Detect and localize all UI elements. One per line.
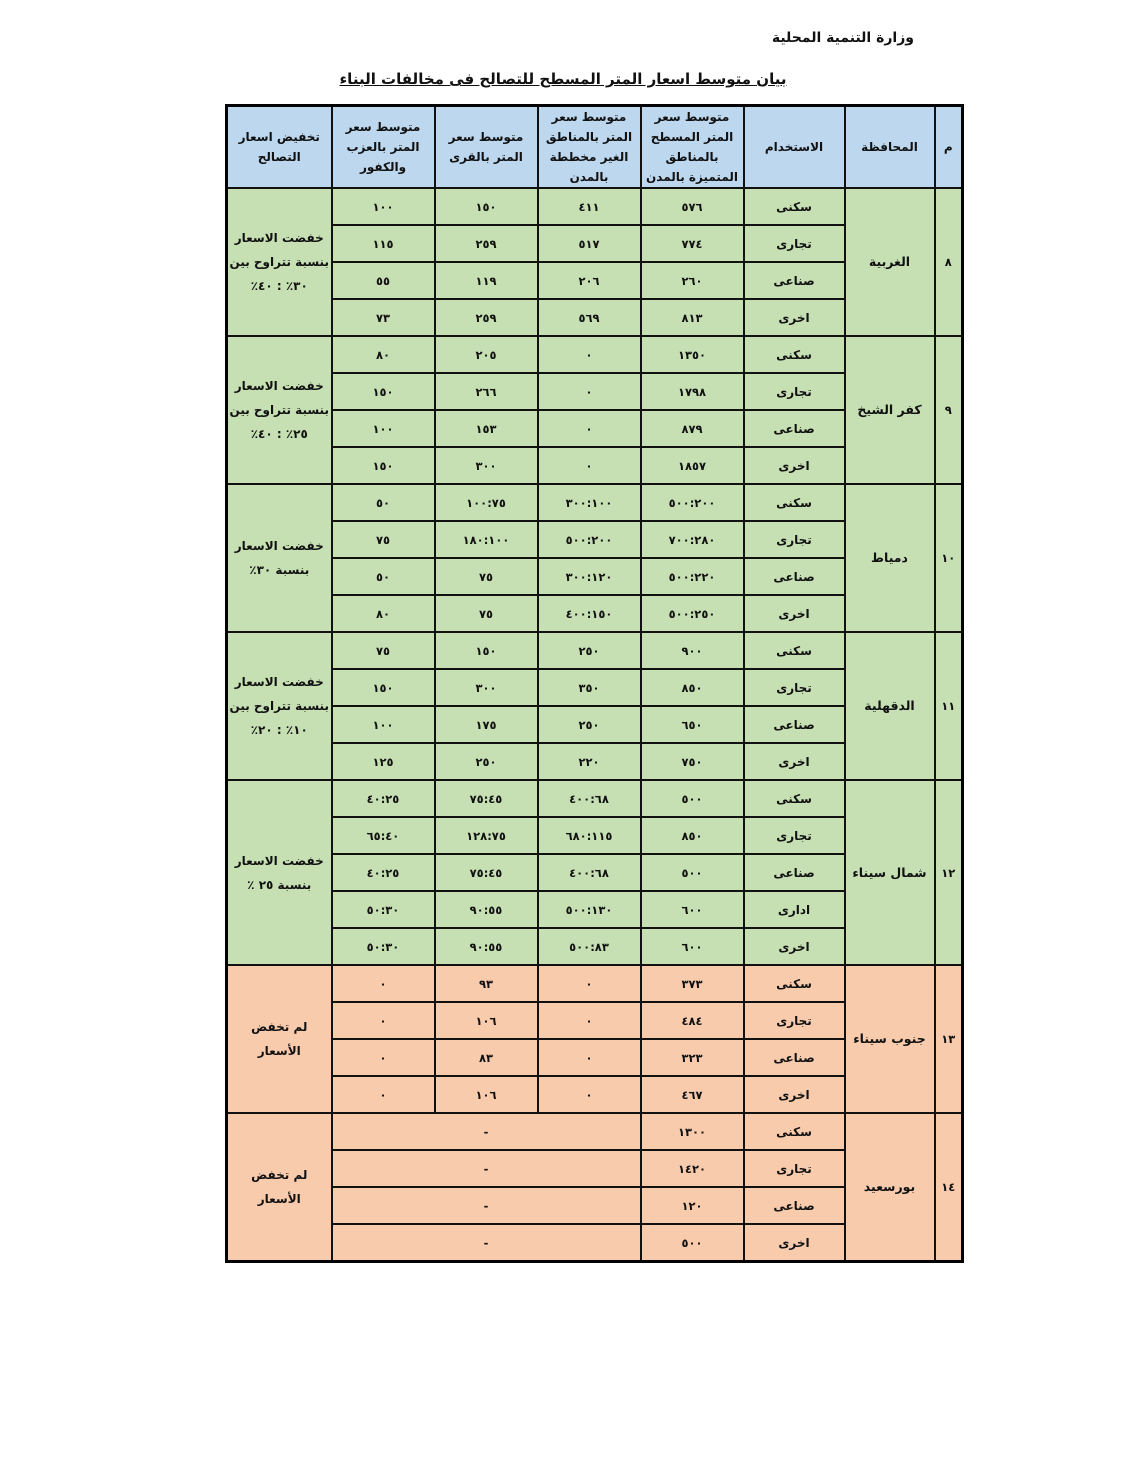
col-unplanned: متوسط سعر المتر بالمناطق الغير مخططة بالمدن <box>538 106 641 189</box>
use-type: اخرى <box>744 1224 845 1262</box>
governorate-name: الدقهلية <box>845 632 935 780</box>
price-hamlets: ٧٥ <box>332 521 435 558</box>
price-unplanned: ٣٠٠:١٢٠ <box>538 558 641 595</box>
price-hamlets: ١٠٠ <box>332 188 435 225</box>
price-villages: ١١٩ <box>435 262 538 299</box>
price-prime: ٥٧٦ <box>641 188 744 225</box>
price-villages: ٣٠٠ <box>435 447 538 484</box>
price-hamlets: ٠ <box>332 1076 435 1113</box>
price-hamlets: ٠ <box>332 1039 435 1076</box>
price-villages: ٢٥٩ <box>435 299 538 336</box>
governorate-name: الغربية <box>845 188 935 336</box>
price-hamlets: ٧٥ <box>332 632 435 669</box>
use-type: تجارى <box>744 1150 845 1187</box>
price-villages: ١٥٠ <box>435 632 538 669</box>
price-prime: ١٨٥٧ <box>641 447 744 484</box>
ministry-name: وزارة التنمية المحلية <box>771 30 914 46</box>
use-type: تجارى <box>744 669 845 706</box>
price-villages: ٧٥:٤٥ <box>435 780 538 817</box>
price-villages: ٨٣ <box>435 1039 538 1076</box>
table-row <box>227 484 963 521</box>
use-type: صناعى <box>744 706 845 743</box>
price-prime: ٩٠٠ <box>641 632 744 669</box>
price-hamlets: ٤٠:٢٥ <box>332 780 435 817</box>
governorate-name: دمياط <box>845 484 935 632</box>
governorate-name: بورسعيد <box>845 1113 935 1262</box>
row-number: ١٠ <box>935 484 963 632</box>
use-type: سكنى <box>744 484 845 521</box>
price-villages: ١٠٦ <box>435 1002 538 1039</box>
use-type: سكنى <box>744 632 845 669</box>
use-type: سكنى <box>744 780 845 817</box>
row-number: ١٣ <box>935 965 963 1113</box>
col-use: الاستخدام <box>744 106 845 189</box>
use-type: سكنى <box>744 188 845 225</box>
price-unplanned: ٠ <box>538 1076 641 1113</box>
price-prime: ١٤٢٠ <box>641 1150 744 1187</box>
use-type: تجارى <box>744 1002 845 1039</box>
price-unplanned: ٣٥٠ <box>538 669 641 706</box>
reduction-note: خفضت الاسعار بنسبة تتراوح بين ٢٥٪ : ٤٠٪ <box>227 336 332 484</box>
price-hamlets: ٤٠:٢٥ <box>332 854 435 891</box>
use-type: تجارى <box>744 373 845 410</box>
col-reduction: تخفيض اسعار التصالح <box>227 106 332 189</box>
price-hamlets: ٥٠ <box>332 558 435 595</box>
reduction-note: خفضت الاسعار بنسبة تتراوح بين ١٠٪ : ٢٠٪ <box>227 632 332 780</box>
price-prime: ٨٥٠ <box>641 669 744 706</box>
col-num: م <box>935 106 963 189</box>
use-type: ادارى <box>744 891 845 928</box>
table-row <box>227 965 963 1002</box>
price-prime: ١٧٩٨ <box>641 373 744 410</box>
price-prime: ٧٠٠:٢٨٠ <box>641 521 744 558</box>
price-unplanned: ٢٠٦ <box>538 262 641 299</box>
page-title: بيان متوسط اسعار المتر المسطح للتصالح فى مخالفات البناء <box>339 70 787 88</box>
col-governorate: المحافظة <box>845 106 935 189</box>
price-hamlets: ١٥٠ <box>332 669 435 706</box>
price-unplanned: ٢٢٠ <box>538 743 641 780</box>
price-villages: ١٧٥ <box>435 706 538 743</box>
row-number: ٩ <box>935 336 963 484</box>
price-hamlets: ٨٠ <box>332 595 435 632</box>
price-prime: ٦٠٠ <box>641 891 744 928</box>
use-type: صناعى <box>744 854 845 891</box>
use-type: صناعى <box>744 1187 845 1224</box>
price-unplanned: ٥٠٠:٢٠٠ <box>538 521 641 558</box>
price-unplanned: ٤١١ <box>538 188 641 225</box>
row-number: ١٢ <box>935 780 963 965</box>
price-hamlets: ٥٠ <box>332 484 435 521</box>
price-villages: ٢٥٩ <box>435 225 538 262</box>
price-unplanned: ٠ <box>538 336 641 373</box>
price-villages: ٢٠٥ <box>435 336 538 373</box>
price-prime: ٥٠٠ <box>641 1224 744 1262</box>
col-hamlets: متوسط سعر المتر بالعزب والكفور <box>332 106 435 189</box>
price-villages: ٧٥ <box>435 558 538 595</box>
price-prime: ٨١٣ <box>641 299 744 336</box>
use-type: تجارى <box>744 225 845 262</box>
price-prime: ٥٠٠:٢٥٠ <box>641 595 744 632</box>
price-merged: - <box>332 1150 641 1187</box>
use-type: اخرى <box>744 743 845 780</box>
price-unplanned: ٢٥٠ <box>538 706 641 743</box>
governorate-name: شمال سيناء <box>845 780 935 965</box>
use-type: اخرى <box>744 1076 845 1113</box>
use-type: سكنى <box>744 1113 845 1150</box>
price-unplanned: ٥١٧ <box>538 225 641 262</box>
price-hamlets: ١١٥ <box>332 225 435 262</box>
price-hamlets: ٦٥:٤٠ <box>332 817 435 854</box>
table-row <box>227 780 963 817</box>
price-hamlets: ١٥٠ <box>332 447 435 484</box>
price-hamlets: ١٢٥ <box>332 743 435 780</box>
price-villages: ١٥٣ <box>435 410 538 447</box>
col-prime: متوسط سعر المتر المسطح بالمناطق المتميزة بالمدن <box>641 106 744 189</box>
price-unplanned: ٠ <box>538 373 641 410</box>
row-number: ١١ <box>935 632 963 780</box>
price-unplanned: ٢٥٠ <box>538 632 641 669</box>
price-hamlets: ٥٠:٣٠ <box>332 891 435 928</box>
price-unplanned: ٥٦٩ <box>538 299 641 336</box>
price-villages: ٩٠:٥٥ <box>435 928 538 965</box>
price-villages: ١٥٠ <box>435 188 538 225</box>
use-type: تجارى <box>744 521 845 558</box>
price-merged: - <box>332 1224 641 1262</box>
price-prime: ١٢٠ <box>641 1187 744 1224</box>
price-unplanned: ٤٠٠:٦٨ <box>538 780 641 817</box>
price-prime: ٤٦٧ <box>641 1076 744 1113</box>
price-unplanned: ٠ <box>538 410 641 447</box>
price-unplanned: ٠ <box>538 447 641 484</box>
price-unplanned: ٠ <box>538 965 641 1002</box>
price-prime: ٥٠٠:٢٢٠ <box>641 558 744 595</box>
price-villages: ١٢٨:٧٥ <box>435 817 538 854</box>
price-hamlets: ١٠٠ <box>332 410 435 447</box>
price-villages: ٣٠٠ <box>435 669 538 706</box>
price-prime: ١٣٥٠ <box>641 336 744 373</box>
governorate-name: جنوب سيناء <box>845 965 935 1113</box>
table-row <box>227 336 963 373</box>
price-prime: ٧٥٠ <box>641 743 744 780</box>
price-hamlets: ٥٠:٣٠ <box>332 928 435 965</box>
price-prime: ٨٥٠ <box>641 817 744 854</box>
use-type: صناعى <box>744 558 845 595</box>
price-villages: ١٨٠:١٠٠ <box>435 521 538 558</box>
price-prime: ٢٦٠ <box>641 262 744 299</box>
reduction-note: خفضت الاسعار بنسبة ٢٥ ٪ <box>227 780 332 965</box>
price-prime: ٦٠٠ <box>641 928 744 965</box>
price-villages: ١٠٠:٧٥ <box>435 484 538 521</box>
price-unplanned: ٥٠٠:٨٣ <box>538 928 641 965</box>
col-villages: متوسط سعر المتر بالقرى <box>435 106 538 189</box>
table-row <box>227 188 963 225</box>
use-type: صناعى <box>744 1039 845 1076</box>
price-prime: ٤٨٤ <box>641 1002 744 1039</box>
price-unplanned: ٠ <box>538 1002 641 1039</box>
row-number: ١٤ <box>935 1113 963 1262</box>
price-prime: ٧٧٤ <box>641 225 744 262</box>
use-type: اخرى <box>744 595 845 632</box>
reduction-note: خفضت الاسعار بنسبة تتراوح بين ٣٠٪ : ٤٠٪ <box>227 188 332 336</box>
table-row <box>227 632 963 669</box>
use-type: اخرى <box>744 928 845 965</box>
use-type: سكنى <box>744 965 845 1002</box>
use-type: سكنى <box>744 336 845 373</box>
price-hamlets: ١٥٠ <box>332 373 435 410</box>
governorate-name: كفر الشيخ <box>845 336 935 484</box>
price-prime: ١٣٠٠ <box>641 1113 744 1150</box>
price-unplanned: ٥٠٠:١٣٠ <box>538 891 641 928</box>
price-prime: ٥٠٠ <box>641 780 744 817</box>
price-prime: ٣٢٣ <box>641 1039 744 1076</box>
price-prime: ٨٧٩ <box>641 410 744 447</box>
price-prime: ٦٥٠ <box>641 706 744 743</box>
header-row <box>227 106 963 189</box>
price-prime: ٥٠٠ <box>641 854 744 891</box>
price-villages: ٧٥:٤٥ <box>435 854 538 891</box>
use-type: اخرى <box>744 299 845 336</box>
price-unplanned: ٤٠٠:١٥٠ <box>538 595 641 632</box>
price-prime: ٥٠٠:٢٠٠ <box>641 484 744 521</box>
use-type: اخرى <box>744 447 845 484</box>
use-type: تجارى <box>744 817 845 854</box>
price-unplanned: ٠ <box>538 1039 641 1076</box>
price-villages: ٩٠:٥٥ <box>435 891 538 928</box>
price-villages: ٩٣ <box>435 965 538 1002</box>
reduction-note: خفضت الاسعار بنسبة ٣٠٪ <box>227 484 332 632</box>
reduction-note: لم تخفض الأسعار <box>227 965 332 1113</box>
price-hamlets: ١٠٠ <box>332 706 435 743</box>
prices-table <box>225 104 964 1263</box>
price-hamlets: ٥٥ <box>332 262 435 299</box>
price-villages: ٢٥٠ <box>435 743 538 780</box>
price-unplanned: ٣٠٠:١٠٠ <box>538 484 641 521</box>
price-merged: - <box>332 1187 641 1224</box>
reduction-note: لم تخفض الأسعار <box>227 1113 332 1262</box>
price-villages: ٧٥ <box>435 595 538 632</box>
price-hamlets: ٠ <box>332 965 435 1002</box>
price-villages: ١٠٦ <box>435 1076 538 1113</box>
price-hamlets: ٠ <box>332 1002 435 1039</box>
price-prime: ٣٧٣ <box>641 965 744 1002</box>
row-number: ٨ <box>935 188 963 336</box>
price-hamlets: ٨٠ <box>332 336 435 373</box>
table-row <box>227 1113 963 1150</box>
use-type: صناعى <box>744 262 845 299</box>
price-unplanned: ٦٨٠:١١٥ <box>538 817 641 854</box>
use-type: صناعى <box>744 410 845 447</box>
price-villages: ٢٦٦ <box>435 373 538 410</box>
price-unplanned: ٤٠٠:٦٨ <box>538 854 641 891</box>
price-hamlets: ٧٣ <box>332 299 435 336</box>
price-merged: - <box>332 1113 641 1150</box>
